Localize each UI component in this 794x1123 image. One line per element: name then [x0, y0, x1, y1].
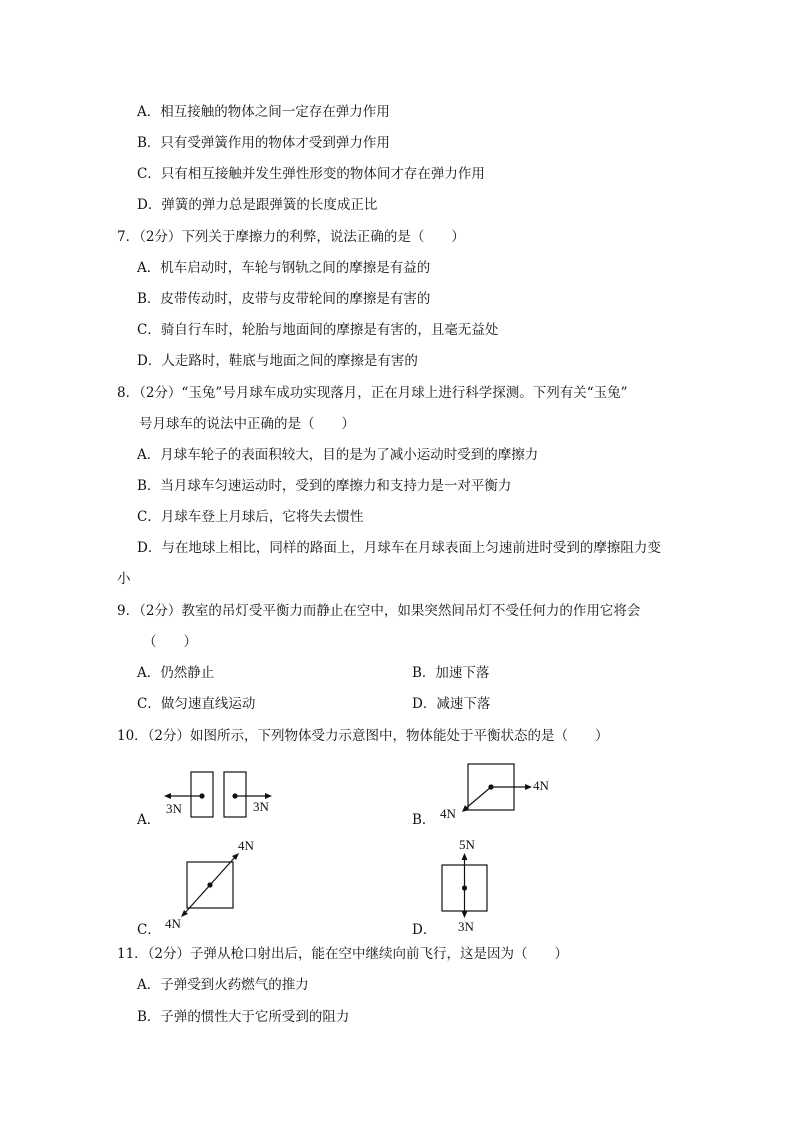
q6-option-c: C．只有相互接触并发生弹性形变的物体间才存在弹力作用 — [137, 166, 485, 182]
q10-figC-up-force: 4N — [238, 838, 254, 853]
q9-option-a: A．仍然静止 — [137, 665, 215, 681]
q10-figure-a — [160, 765, 280, 825]
q10-figure-d — [436, 835, 506, 935]
q10-figD-letter: D． — [412, 922, 437, 938]
q9-stem-line2: （ ） — [143, 634, 197, 650]
q6-option-a: A．相互接触的物体之间一定存在弹力作用 — [137, 104, 390, 120]
q8-option-c: C．月球车登上月球后，它将失去惯性 — [137, 509, 364, 525]
q10-figA-right-force: 3N — [253, 799, 269, 814]
q8-option-d-line1: D．与在地球上相比，同样的路面上，月球车在月球表面上匀速前进时受到的摩擦阻力变 — [137, 540, 661, 556]
q8-stem-line2: 号月球车的说法中正确的是（ ） — [139, 416, 355, 432]
q10-figD-up-force: 5N — [459, 837, 475, 852]
q9-option-b: B．加速下落 — [412, 665, 490, 681]
q7-option-d: D．人走路时，鞋底与地面之间的摩擦是有害的 — [137, 353, 418, 369]
q11-option-a: A．子弹受到火药燃气的推力 — [137, 977, 309, 993]
q11-option-b: B．子弹的惯性大于它所受到的阻力 — [137, 1009, 350, 1025]
q10-figC-letter: C． — [137, 922, 161, 938]
q10-figC-down-force: 4N — [165, 916, 181, 931]
q7-option-a: A．机车启动时，车轮与钢轨之间的摩擦是有益的 — [137, 260, 431, 276]
q7-stem: 7．（2分）下列关于摩擦力的利弊，说法正确的是（ ） — [117, 229, 465, 245]
q11-stem: 11．（2分）子弹从枪口射出后，能在空中继续向前飞行，这是因为（ ） — [117, 946, 569, 962]
q9-option-c: C．做匀速直线运动 — [137, 696, 256, 712]
q10-figB-right-force: 4N — [533, 778, 549, 793]
q10-figure-c — [160, 835, 270, 935]
q10-figB-letter: B． — [412, 812, 436, 828]
q10-stem: 10．（2分）如图所示，下列物体受力示意图中，物体能处于平衡状态的是（ ） — [117, 728, 609, 744]
q7-option-c: C．骑自行车时，轮胎与地面间的摩擦是有害的，且毫无益处 — [137, 322, 499, 338]
q10-figD-down-force: 3N — [458, 919, 474, 934]
q10-figA-letter: A． — [137, 812, 161, 828]
q6-option-d: D．弹簧的弹力总是跟弹簧的长度成正比 — [137, 197, 378, 213]
q8-option-a: A．月球车轮子的表面积较大，目的是为了减小运动时受到的摩擦力 — [137, 447, 539, 463]
q9-stem-line1: 9．（2分）教室的吊灯受平衡力而静止在空中，如果突然间吊灯不受任何力的作用它将会 — [117, 603, 641, 619]
q8-option-d-line2: 小 — [117, 571, 131, 587]
q9-option-d: D．减速下落 — [412, 696, 491, 712]
q10-figA-left-force: 3N — [166, 801, 182, 816]
q10-figure-b — [436, 760, 566, 830]
q10-figB-diag-force: 4N — [440, 806, 456, 821]
q6-option-b: B．只有受弹簧作用的物体才受到弹力作用 — [137, 135, 390, 151]
q7-option-b: B．皮带传动时，皮带与皮带轮间的摩擦是有害的 — [137, 291, 431, 307]
q8-stem-line1: 8．（2分）“玉兔”号月球车成功实现落月，正在月球上进行科学探测。下列有关“玉兔” — [117, 385, 628, 401]
q8-option-b: B．当月球车匀速运动时，受到的摩擦力和支持力是一对平衡力 — [137, 478, 512, 494]
